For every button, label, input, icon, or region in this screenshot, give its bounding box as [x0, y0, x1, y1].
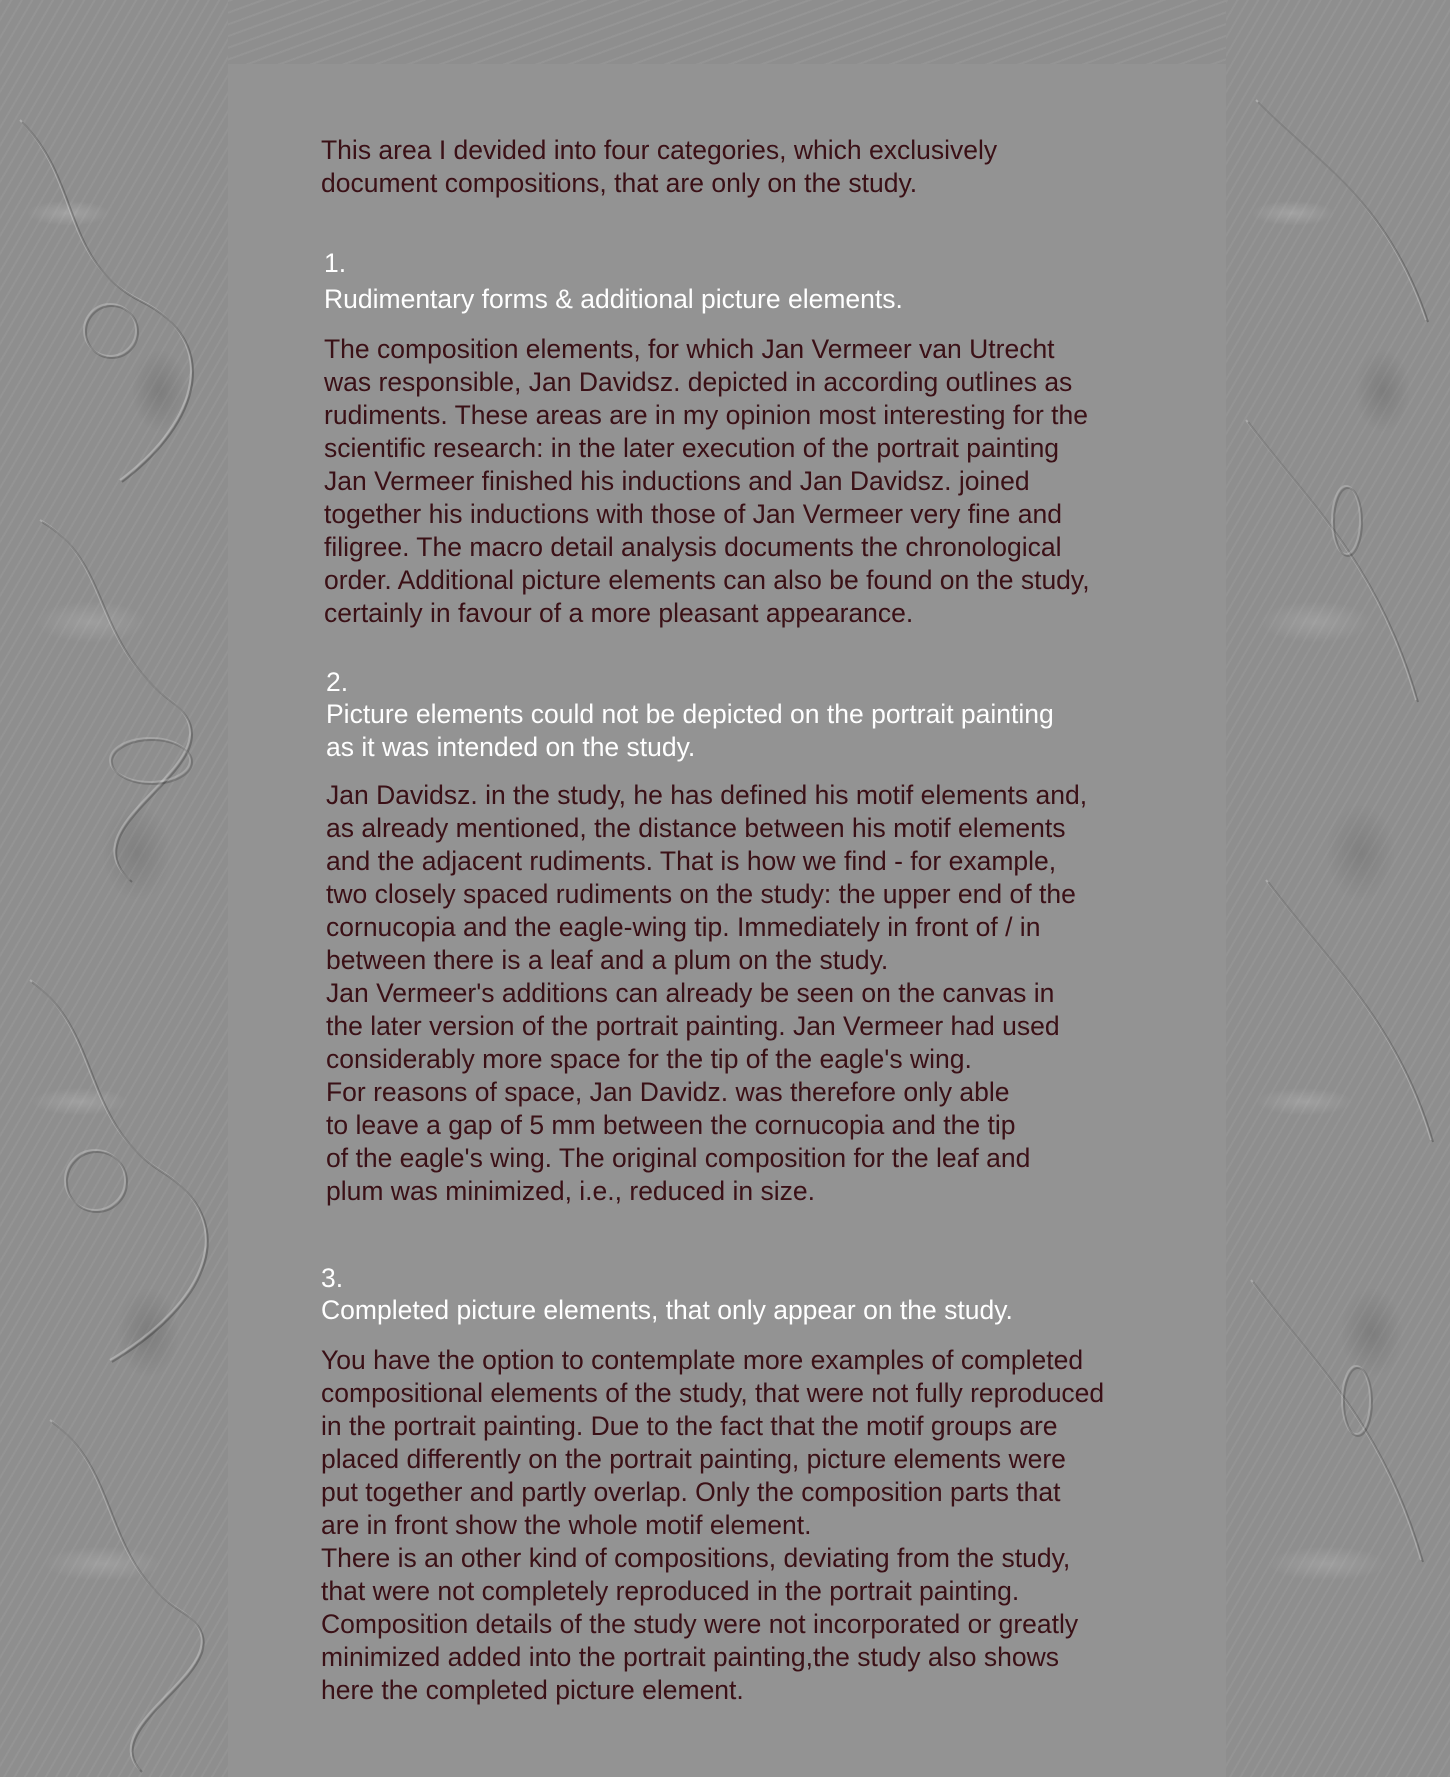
- decorative-border-left: [0, 0, 228, 1777]
- content-panel: [228, 64, 1226, 1777]
- section-3-heading: Completed picture elements, that only appear on the study.: [321, 1295, 1013, 1325]
- intro-paragraph: This area I devided into four categories, which exclusively document compositions, that are only on the study.: [321, 135, 998, 198]
- section-2-number: 2.: [326, 667, 349, 697]
- section-2-heading: Picture elements could not be depicted on the portrait painting as it was intended on the study.: [326, 699, 1054, 762]
- section-1-body: The composition elements, for which Jan Vermeer van Utrecht was responsible, Jan Davidsz. depicted in according outlines as rudiments. These areas are in my opinion most interesting for the scientific research: in the later execution of the portrait painting Jan Vermeer finished his inductions and Jan Davidsz. joined together his inductions with those of Jan Vermeer very fine and filigree. The macro detail analysis documents the chronological order. Additional picture elements can also be found on the study, certainly in favour of a more pleasant appearance.: [324, 334, 1090, 628]
- section-3-number: 3.: [321, 1263, 344, 1293]
- section-2-body: Jan Davidsz. in the study, he has defined his motif elements and, as already mentioned, the distance between his motif elements and the adjacent rudiments. That is how we find - for example, two closely spaced rudiments on the study: the upper end of the cornucopia and the eagle-wing tip. Immediately in front of / in between there is a leaf and a plum on the study. Jan Vermeer's additions can already be seen on the canvas in the later version of the portrait painting. Jan Vermeer had used considerably more space for the tip of the eagle's wing. For reasons of space, Jan Davidz. was therefore only able to leave a gap of 5 mm between the cornucopia and the tip of the eagle's wing. The original composition for the leaf and plum was minimized, i.e., reduced in size.: [326, 780, 1088, 1206]
- decorative-border-right: [1226, 0, 1450, 1777]
- section-1-number: 1.: [324, 248, 347, 278]
- decorative-border-top: [228, 0, 1226, 64]
- embossed-fruit-ornament-left: [0, 0, 228, 1777]
- section-3-body: You have the option to contemplate more examples of completed compositional elements of the study, that were not fully reproduced in the portrait painting. Due to the fact that the motif groups are placed differently on the portrait painting, picture elements were put together and partly overlap. Only the composition parts that are in front show the whole motif element. There is an other kind of compositions, deviating from the study, that were not completely reproduced in the portrait painting. Composition details of the study were not incorporated or greatly minimized added into the portrait painting,the study also shows here the completed picture element.: [321, 1345, 1105, 1705]
- embossed-wheat-ornament-right: [1226, 0, 1450, 1777]
- section-1-heading: Rudimentary forms & additional picture elements.: [324, 284, 903, 314]
